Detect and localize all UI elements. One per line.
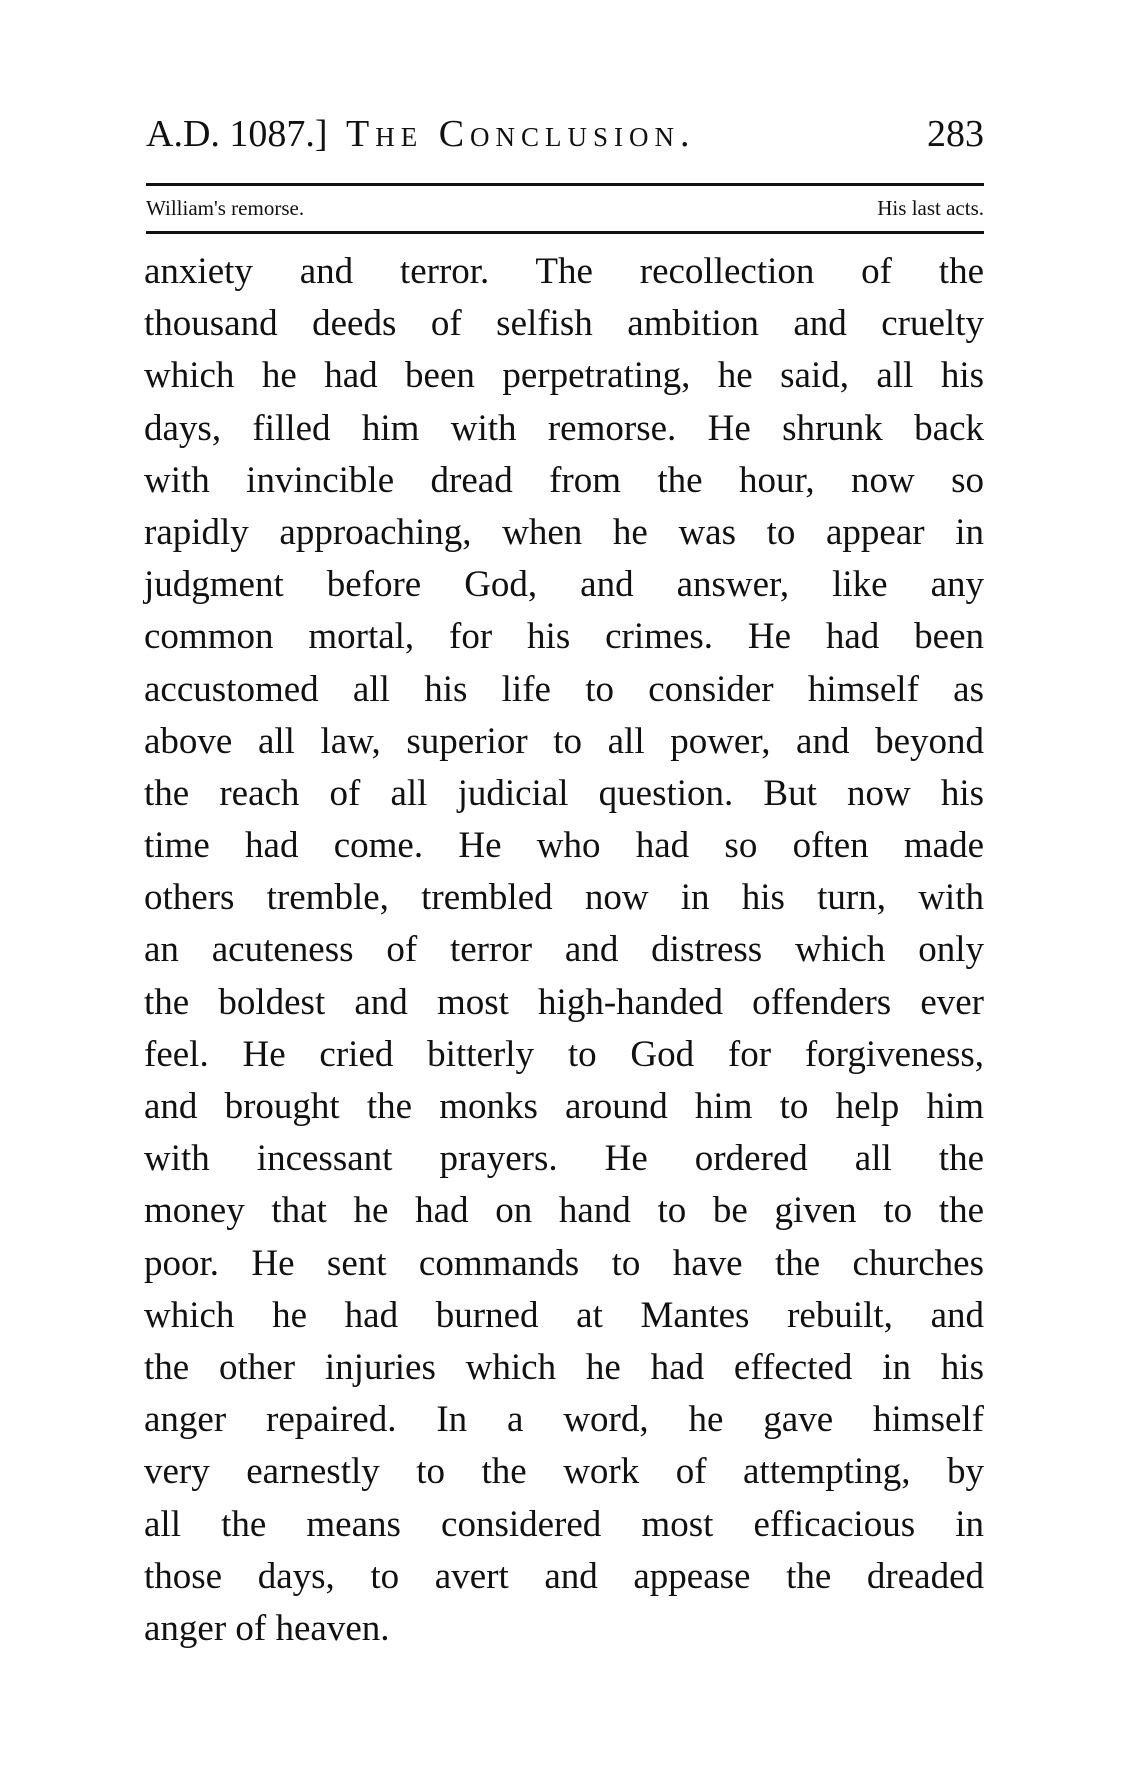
text-line: all the means considered most efficacious in — [144, 1503, 984, 1545]
page-number: 283 — [927, 113, 984, 155]
header-rule-top — [146, 183, 984, 186]
subheader-left: William's remorse. — [146, 196, 305, 220]
text-line: those days, to avert and appease the dreaded — [144, 1555, 984, 1597]
text-line: days, filled him with remorse. He shrunk back — [144, 407, 984, 449]
text-line: and brought the monks around him to help him — [144, 1086, 984, 1127]
body-text — [144, 246, 984, 1655]
subheader — [146, 196, 984, 221]
text-line: accustomed all his life to consider himself as — [144, 668, 984, 710]
text-line: judgment before God, and answer, like any — [144, 564, 984, 606]
text-line: the reach of all judicial question. But now his — [144, 772, 984, 814]
text-line: rapidly approaching, when he was to appear in — [144, 511, 984, 553]
running-header — [146, 112, 984, 168]
header-title: The Conclusion. — [346, 113, 696, 155]
text-line: money that he had on hand to be given to the — [144, 1190, 984, 1232]
text-line: the boldest and most high-handed offenders ever — [144, 981, 984, 1023]
text-line: others tremble, trembled now in his turn, with — [144, 877, 984, 919]
text-line: common mortal, for his crimes. He had been — [144, 616, 984, 658]
subheader-right: His last acts. — [877, 196, 984, 220]
text-line: which he had been perpetrating, he said, all his — [144, 355, 984, 397]
text-line: above all law, superior to all power, and beyond — [144, 720, 984, 762]
header-date: A.D. 1087.] — [146, 113, 328, 155]
text-line: the other injuries which he had effected in his — [144, 1346, 984, 1388]
text-line: poor. He sent commands to have the churches — [144, 1242, 984, 1284]
text-line: with incessant prayers. He ordered all the — [144, 1138, 984, 1180]
text-line: anger of heaven. — [144, 1607, 390, 1649]
header-rule-bottom — [146, 231, 984, 234]
text-line: time had come. He who had so often made — [144, 825, 984, 867]
text-line: with invincible dread from the hour, now so — [144, 459, 984, 501]
text-line: which he had burned at Mantes rebuilt, and — [144, 1294, 984, 1336]
text-line: anger repaired. In a word, he gave himself — [144, 1399, 984, 1441]
text-line: an acuteness of terror and distress which only — [144, 929, 984, 971]
text-line: thousand deeds of selfish ambition and cruelty — [144, 303, 984, 345]
text-line: very earnestly to the work of attempting, by — [144, 1451, 984, 1493]
text-line: anxiety and terror. The recollection of the — [144, 251, 984, 292]
text-line: feel. He cried bitterly to God for forgiveness, — [144, 1033, 984, 1075]
